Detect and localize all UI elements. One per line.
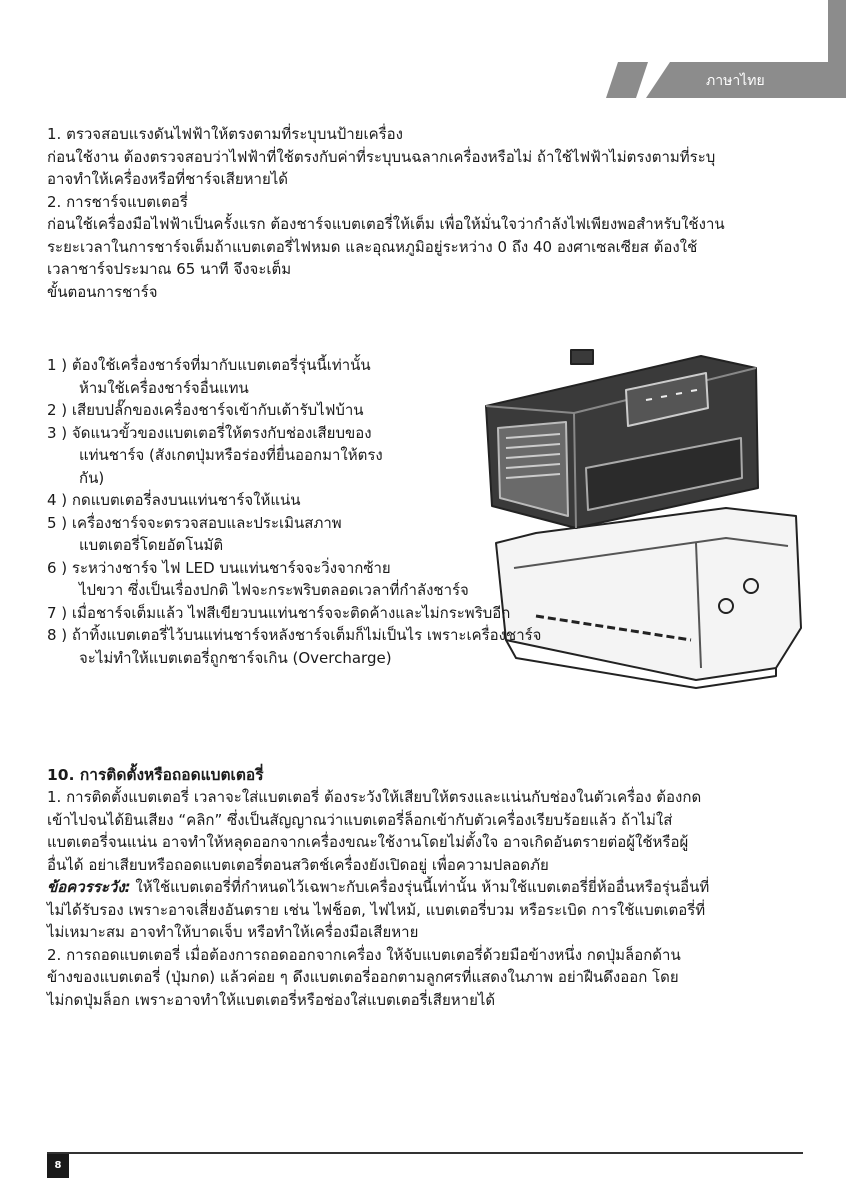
install-line: เข้าไปจนได้ยินเสียง “คลิก” ซึ่งเป็นสัญญาณว่าแบตเตอรี่ล็อกเข้ากับตัวเครื่องเรียบร้อยแล้ว ถ้าไม่ใส่ bbox=[47, 810, 673, 829]
step-line: กัน) bbox=[79, 468, 105, 487]
step-line: ห้ามใช้เครื่องชาร์จอื่นแทน bbox=[79, 378, 249, 397]
intro-line: ระยะเวลาในการชาร์จเต็มถ้าแบตเตอรี่ไฟหมด และอุณหภูมิอยู่ระหว่าง 0 ถึง 40 องศาเซลเซียส ต้องใช้ bbox=[47, 237, 698, 256]
intro-text bbox=[47, 123, 817, 303]
intro-line: อาจทำให้เครื่องหรือที่ชาร์จเสียหายได้ bbox=[47, 170, 289, 188]
intro-line: ก่อนใช้งาน ต้องตรวจสอบว่าไฟฟ้าที่ใช้ตรงกับค่าที่ระบุบนฉลากเครื่องหรือไม่ ถ้าใช้ไฟฟ้าไม่ตรงตามที่ระบุ bbox=[47, 147, 716, 166]
intro-line: ก่อนใช้เครื่องมือไฟฟ้าเป็นครั้งแรก ต้องชาร์จแบตเตอรี่ให้เต็ม เพื่อให้มั่นใจว่ากำลังไฟเพียงพอสำหรับใช้งาน bbox=[47, 215, 725, 233]
warning-line: ไม่เหมาะสม อาจทำให้บาดเจ็บ หรือทำให้เครื่องมือเสียหาย bbox=[47, 923, 419, 941]
intro-line: 2. การชาร์จแบตเตอรี่ bbox=[47, 192, 188, 211]
step-line: แท่นชาร์จ (สังเกตปุ่มหรือร่องที่ยื่นออกมาให้ตรง bbox=[79, 446, 383, 464]
step-line: 1 ) ต้องใช้เครื่องชาร์จที่มากับแบตเตอรี่รุ่นนี้เท่านั้น bbox=[47, 356, 371, 374]
intro-line: เวลาชาร์จประมาณ 65 นาที จึงจะเต็ม bbox=[47, 260, 292, 278]
step-line: 5 ) เครื่องชาร์จจะตรวจสอบและประเมินสภาพ bbox=[47, 513, 342, 532]
install-line: แบตเตอรี่จนแน่น อาจทำให้หลุดออกจากเครื่องขณะใช้งานโดยไม่ตั้งใจ อาจเกิดอันตรายต่อผู้ใช้หรือผู้ bbox=[47, 833, 689, 851]
install-line: อื่นได้ อย่าเสียบหรือถอดแบตเตอรี่ตอนสวิตช์เครื่องยังเปิดอยู่ เพื่อความปลอดภัย bbox=[47, 855, 549, 874]
charging-steps bbox=[47, 354, 647, 669]
warning-label: ข้อควรระวัง: bbox=[47, 878, 131, 896]
step-line: 2 ) เสียบปลั๊กของเครื่องชาร์จเข้ากับเต้ารับไฟบ้าน bbox=[47, 401, 364, 419]
language-label: ภาษาไทย bbox=[706, 73, 765, 89]
step-line: จะไม่ทำให้แบตเตอรี่ถูกชาร์จเกิน (Overcharge) bbox=[79, 648, 392, 667]
intro-line: 1. ตรวจสอบแรงดันไฟฟ้าให้ตรงตามที่ระบุบนป้ายเครื่อง bbox=[47, 125, 403, 143]
section-install-remove bbox=[47, 764, 817, 1011]
step-line: 8 ) ถ้าทิ้งแบตเตอรี่ไว้บนแท่นชาร์จหลังชาร์จเต็มก็ไม่เป็นไร เพราะเครื่องชาร์จ bbox=[47, 626, 542, 644]
section-heading: 10. การติดตั้งหรือถอดแบตเตอรี่ bbox=[47, 766, 264, 784]
step-line: ไปขวา ซึ่งเป็นเรื่องปกติ ไฟจะกระพริบตลอดเวลาที่กำลังชาร์จ bbox=[79, 581, 469, 599]
footer-rule bbox=[47, 1152, 803, 1154]
remove-line: 2. การถอดแบตเตอรี่ เมื่อต้องการถอดออกจากเครื่อง ให้จับแบตเตอรี่ด้วยมือข้างหนึ่ง กดปุ่มล็อกด้าน bbox=[47, 945, 681, 964]
step-line: 4 ) กดแบตเตอรี่ลงบนแท่นชาร์จให้แน่น bbox=[47, 491, 301, 509]
remove-line: ข้างของแบตเตอรี่ (ปุ่มกด) แล้วค่อย ๆ ดึงแบตเตอรี่ออกตามลูกศรที่แสดงในภาพ อย่าฝืนดึงออก โดย bbox=[47, 968, 679, 986]
step-line: 3 ) จัดแนวขั้วของแบตเตอรี่ให้ตรงกับช่องเสียบของ bbox=[47, 423, 372, 442]
page-number: 8 bbox=[47, 1154, 69, 1178]
step-line: 6 ) ระหว่างชาร์จ ไฟ LED บนแท่นชาร์จจะวิ่งจากซ้าย bbox=[47, 558, 391, 577]
warning-line: ไม่ได้รับรอง เพราะอาจเสี่ยงอันตราย เช่น ไฟช็อต, ไฟไหม้, แบตเตอรี่บวม หรือระเบิด การใช้แบตเตอรี่ที่ bbox=[47, 900, 706, 919]
remove-line: ไม่กดปุ่มล็อก เพราะอาจทำให้แบตเตอรี่หรือช่องใส่แบตเตอรี่เสียหายได้ bbox=[47, 990, 496, 1009]
corner-tab bbox=[828, 0, 846, 62]
warning-paragraph bbox=[47, 876, 817, 899]
warning-text: ให้ใช้แบตเตอรี่ที่กำหนดไว้เฉพาะกับเครื่องรุ่นนี้เท่านั้น ห้ามใช้แบตเตอรี่ยี่ห้ออื่นหรือรุ่นอื่นที่ bbox=[130, 878, 710, 896]
step-line: 7 ) เมื่อชาร์จเต็มแล้ว ไฟสีเขียวบนแท่นชาร์จจะติดค้างและไม่กระพริบอีก bbox=[47, 603, 511, 622]
install-line: 1. การติดตั้งแบตเตอรี่ เวลาจะใส่แบตเตอรี่ ต้องระวังให้เสียบให้ตรงและแน่นกับช่องในตัวเครื่อง ต้องกด bbox=[47, 788, 702, 806]
step-line: แบตเตอรี่โดยอัตโนมัติ bbox=[79, 536, 224, 554]
intro-line: ขั้นตอนการชาร์จ bbox=[47, 282, 158, 301]
